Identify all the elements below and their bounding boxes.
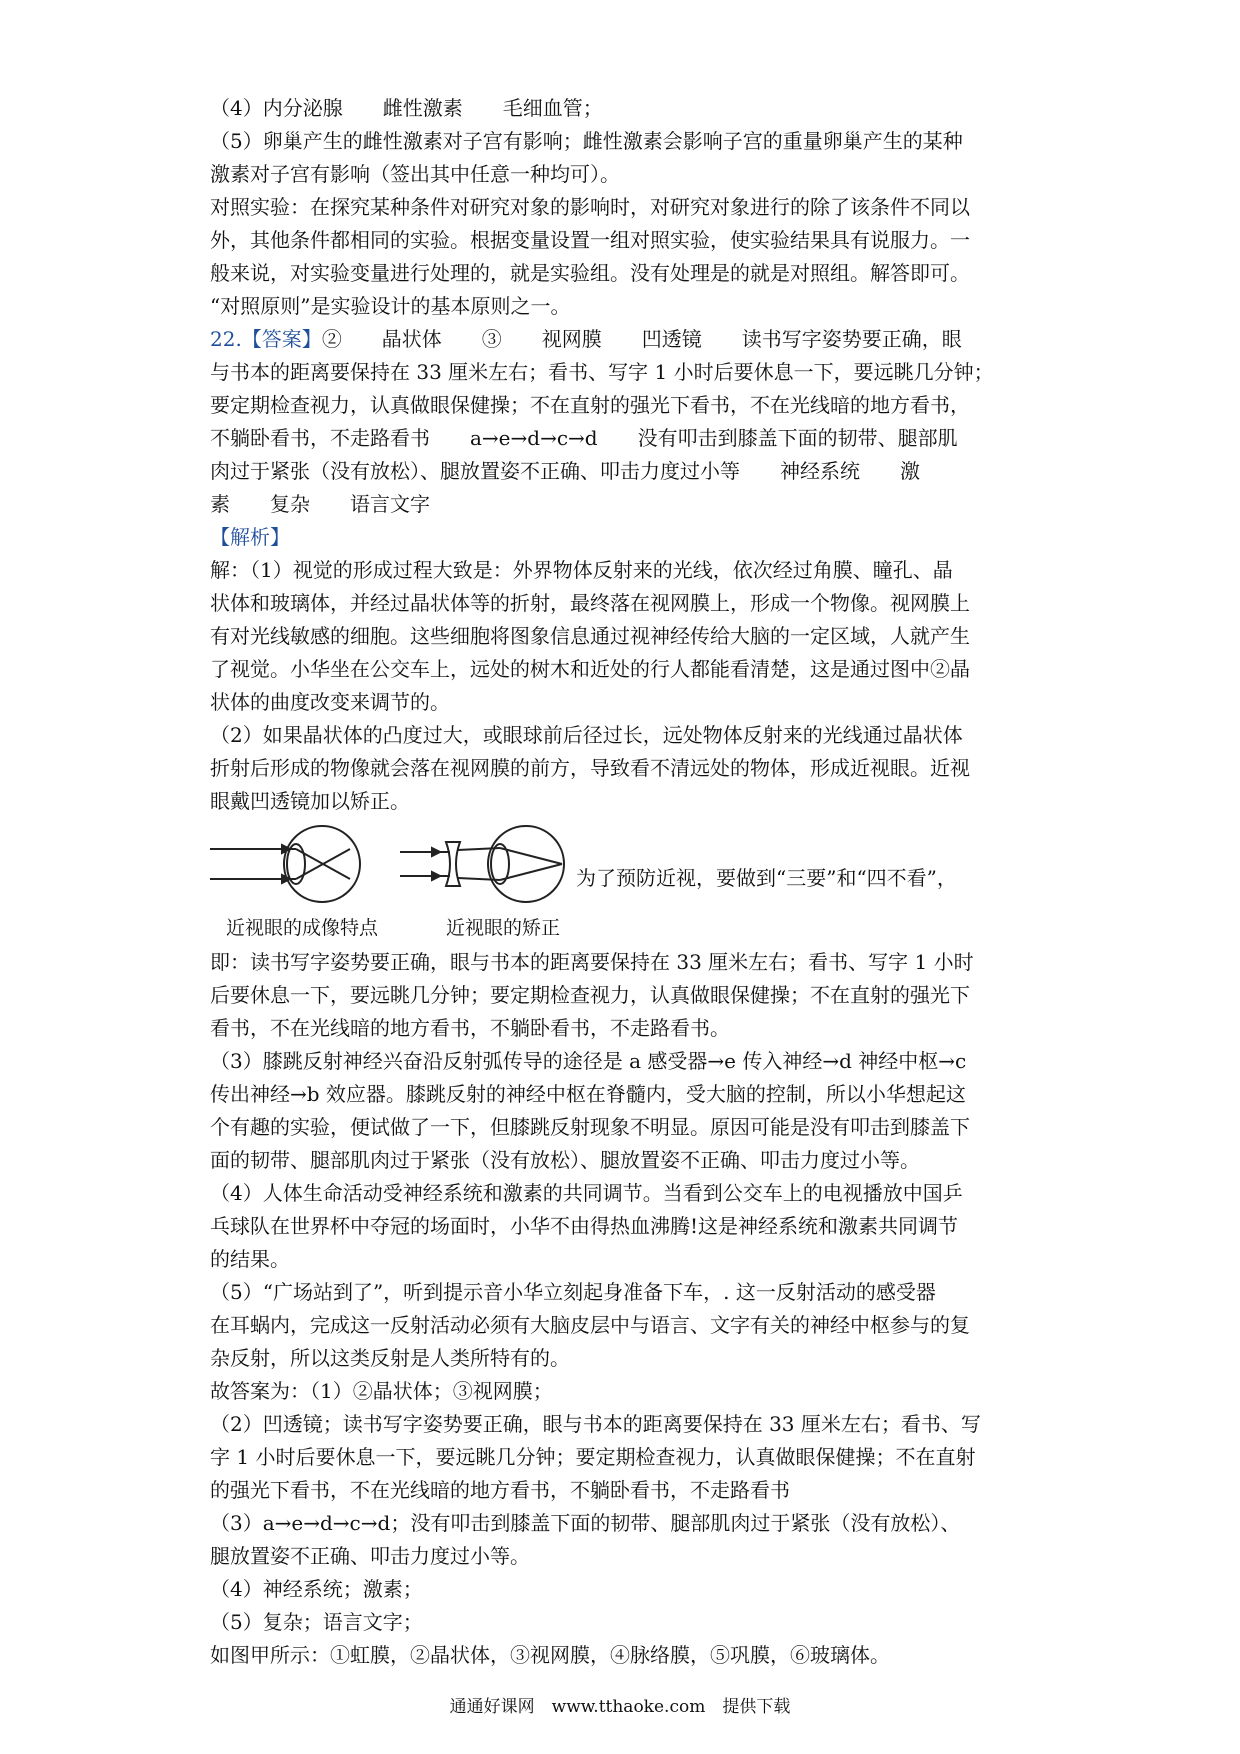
text-line: （3）a→e→d→c→d；没有叩击到膝盖下面的韧带、腿部肌肉过于紧张（没有放松）、 (210, 1511, 961, 1535)
answer-text: ② 晶状体 ③ 视网膜 凹透镜 读书写字姿势要正确，眼 (321, 327, 962, 351)
paragraph-block-b (210, 554, 1040, 818)
text-line: 面的韧带、腿部肌肉过于紧张（没有放松）、腿放置姿不正确、叩击力度过小等。 (210, 1148, 920, 1172)
text-line: 不躺卧看书，不走路看书 a→e→d→c→d 没有叩击到膝盖下面的韧带、腿部肌 (210, 426, 958, 450)
myopia-eye-right (400, 826, 564, 902)
text-line: 个有趣的实验，便试做了一下，但膝跳反射现象不明显。原因可能是没有叩击到膝盖下 (210, 1115, 970, 1139)
caption-myopia-correction: 近视眼的矫正 (446, 917, 561, 939)
text-line: 在耳蜗内，完成这一反射活动必须有大脑皮层中与语言、文字有关的神经中枢参与的复 (210, 1313, 970, 1337)
text-line: 的结果。 (210, 1247, 290, 1271)
text-line: 状体的曲度改变来调节的。 (210, 690, 450, 714)
text-line: “对照原则”是实验设计的基本原则之一。 (210, 294, 571, 318)
myopia-figure (210, 824, 1040, 944)
figure-side-text: 为了预防近视，要做到“三要”和“四不看”， (576, 866, 957, 890)
text-line: （2）如果晶状体的凸度过大，或眼球前后径过长，远处物体反射来的光线通过晶状体 (210, 723, 963, 747)
page-footer: 通通好课网 www.tthaoke.com 提供下载 (449, 1697, 791, 1717)
text-line: 外，其他条件都相同的实验。根据变量设置一组对照实验，使实验结果具有说服力。一 (210, 228, 970, 252)
text-line: 眼戴凹透镜加以矫正。 (210, 789, 410, 813)
caption-myopia-imaging: 近视眼的成像特点 (226, 917, 379, 939)
text-line: 解：（1）视觉的形成过程大致是：外界物体反射来的光线，依次经过角膜、瞳孔、晶 (210, 558, 953, 582)
text-line: （4）内分泌腺 雌性激素 毛细血管； (210, 96, 603, 120)
text-line: 有对光线敏感的细胞。这些细胞将图象信息通过视神经传给大脑的一定区域，人就产生 (210, 624, 970, 648)
question-22-answer (210, 323, 1040, 554)
text-line: 状体和玻璃体，并经过晶状体等的折射，最终落在视网膜上，形成一个物像。视网膜上 (210, 591, 970, 615)
text-line: 素 复杂 语言文字 (210, 492, 430, 516)
text-line: 肉过于紧张（没有放松）、腿放置姿不正确、叩击力度过小等 神经系统 激 (210, 459, 920, 483)
text-line: 字 1 小时后要休息一下，要远眺几分钟；要定期检查视力，认真做眼保健操；不在直射 (210, 1445, 976, 1469)
text-line: 看书，不在光线暗的地方看书，不躺卧看书，不走路看书。 (210, 1016, 730, 1040)
text-line: 与书本的距离要保持在 33 厘米左右；看书、写字 1 小时后要休息一下，要远眺几分钟； (210, 360, 994, 384)
answer-first-line (210, 323, 1040, 356)
text-line: 乓球队在世界杯中夺冠的场面时，小华不由得热血沸腾!这是神经系统和激素共同调节 (210, 1214, 959, 1238)
text-line: 折射后形成的物像就会落在视网膜的前方，导致看不清远处的物体，形成近视眼。近视 (210, 756, 970, 780)
myopia-diagram (210, 824, 570, 916)
text-line: 杂反射，所以这类反射是人类所特有的。 (210, 1346, 570, 1370)
paragraph-block-c (210, 946, 1040, 1672)
paragraph-block-a (210, 92, 1040, 323)
text-line: 激素对子宫有影响（签出其中任意一种均可）。 (210, 162, 620, 186)
text-line: 对照实验：在探究某种条件对研究对象的影响时，对研究对象进行的除了该条件不同以 (210, 195, 970, 219)
text-line: 传出神经→b 效应器。膝跳反射的神经中枢在脊髓内，受大脑的控制，所以小华想起这 (210, 1082, 966, 1106)
text-line: 般来说，对实验变量进行处理的，就是实验组。没有处理是的就是对照组。解答即可。 (210, 261, 970, 285)
text-line: 腿放置姿不正确、叩击力度过小等。 (210, 1544, 530, 1568)
text-line: （4）神经系统；激素； (210, 1577, 423, 1601)
text-line: 即：读书写字姿势要正确，眼与书本的距离要保持在 33 厘米左右；看书、写字 1 小时 (210, 950, 974, 974)
text-line: （5）卵巢产生的雌性激素对子宫有影响；雌性激素会影响子宫的重量卵巢产生的某种 (210, 129, 963, 153)
text-line: （2）凹透镜；读书写字姿势要正确，眼与书本的距离要保持在 33 厘米左右；看书、写 (210, 1412, 981, 1436)
text-line: 如图甲所示：①虹膜，②晶状体，③视网膜，④脉络膜，⑤巩膜，⑥玻璃体。 (210, 1643, 890, 1667)
text-line: 了视觉。小华坐在公交车上，远处的树木和近处的行人都能看清楚，这是通过图中②晶 (210, 657, 970, 681)
text-line: 后要休息一下，要远眺几分钟；要定期检查视力，认真做眼保健操；不在直射的强光下 (210, 983, 970, 1007)
text-line: （5）“广场站到了”，听到提示音小华立刻起身准备下车，. 这一反射活动的感受器 (210, 1280, 936, 1304)
text-line: （3）膝跳反射神经兴奋沿反射弧传导的途径是 a 感受器→e 传入神经→d 神经中枢→c (210, 1049, 967, 1073)
myopia-eye-left (210, 826, 360, 902)
document-body (210, 92, 1040, 1672)
text-line: 的强光下看书，不在光线暗的地方看书，不躺卧看书，不走路看书 (210, 1478, 790, 1502)
answer-label: 22.【答案】 (210, 327, 322, 351)
text-line: （4）人体生命活动受神经系统和激素的共同调节。当看到公交车上的电视播放中国乒 (210, 1181, 963, 1205)
analysis-label: 【解析】 (210, 525, 290, 549)
text-line: （5）复杂；语言文字； (210, 1610, 423, 1634)
text-line: 故答案为：（1）②晶状体；③视网膜； (210, 1379, 553, 1403)
text-line: 要定期检查视力，认真做眼保健操；不在直射的强光下看书，不在光线暗的地方看书， (210, 393, 970, 417)
